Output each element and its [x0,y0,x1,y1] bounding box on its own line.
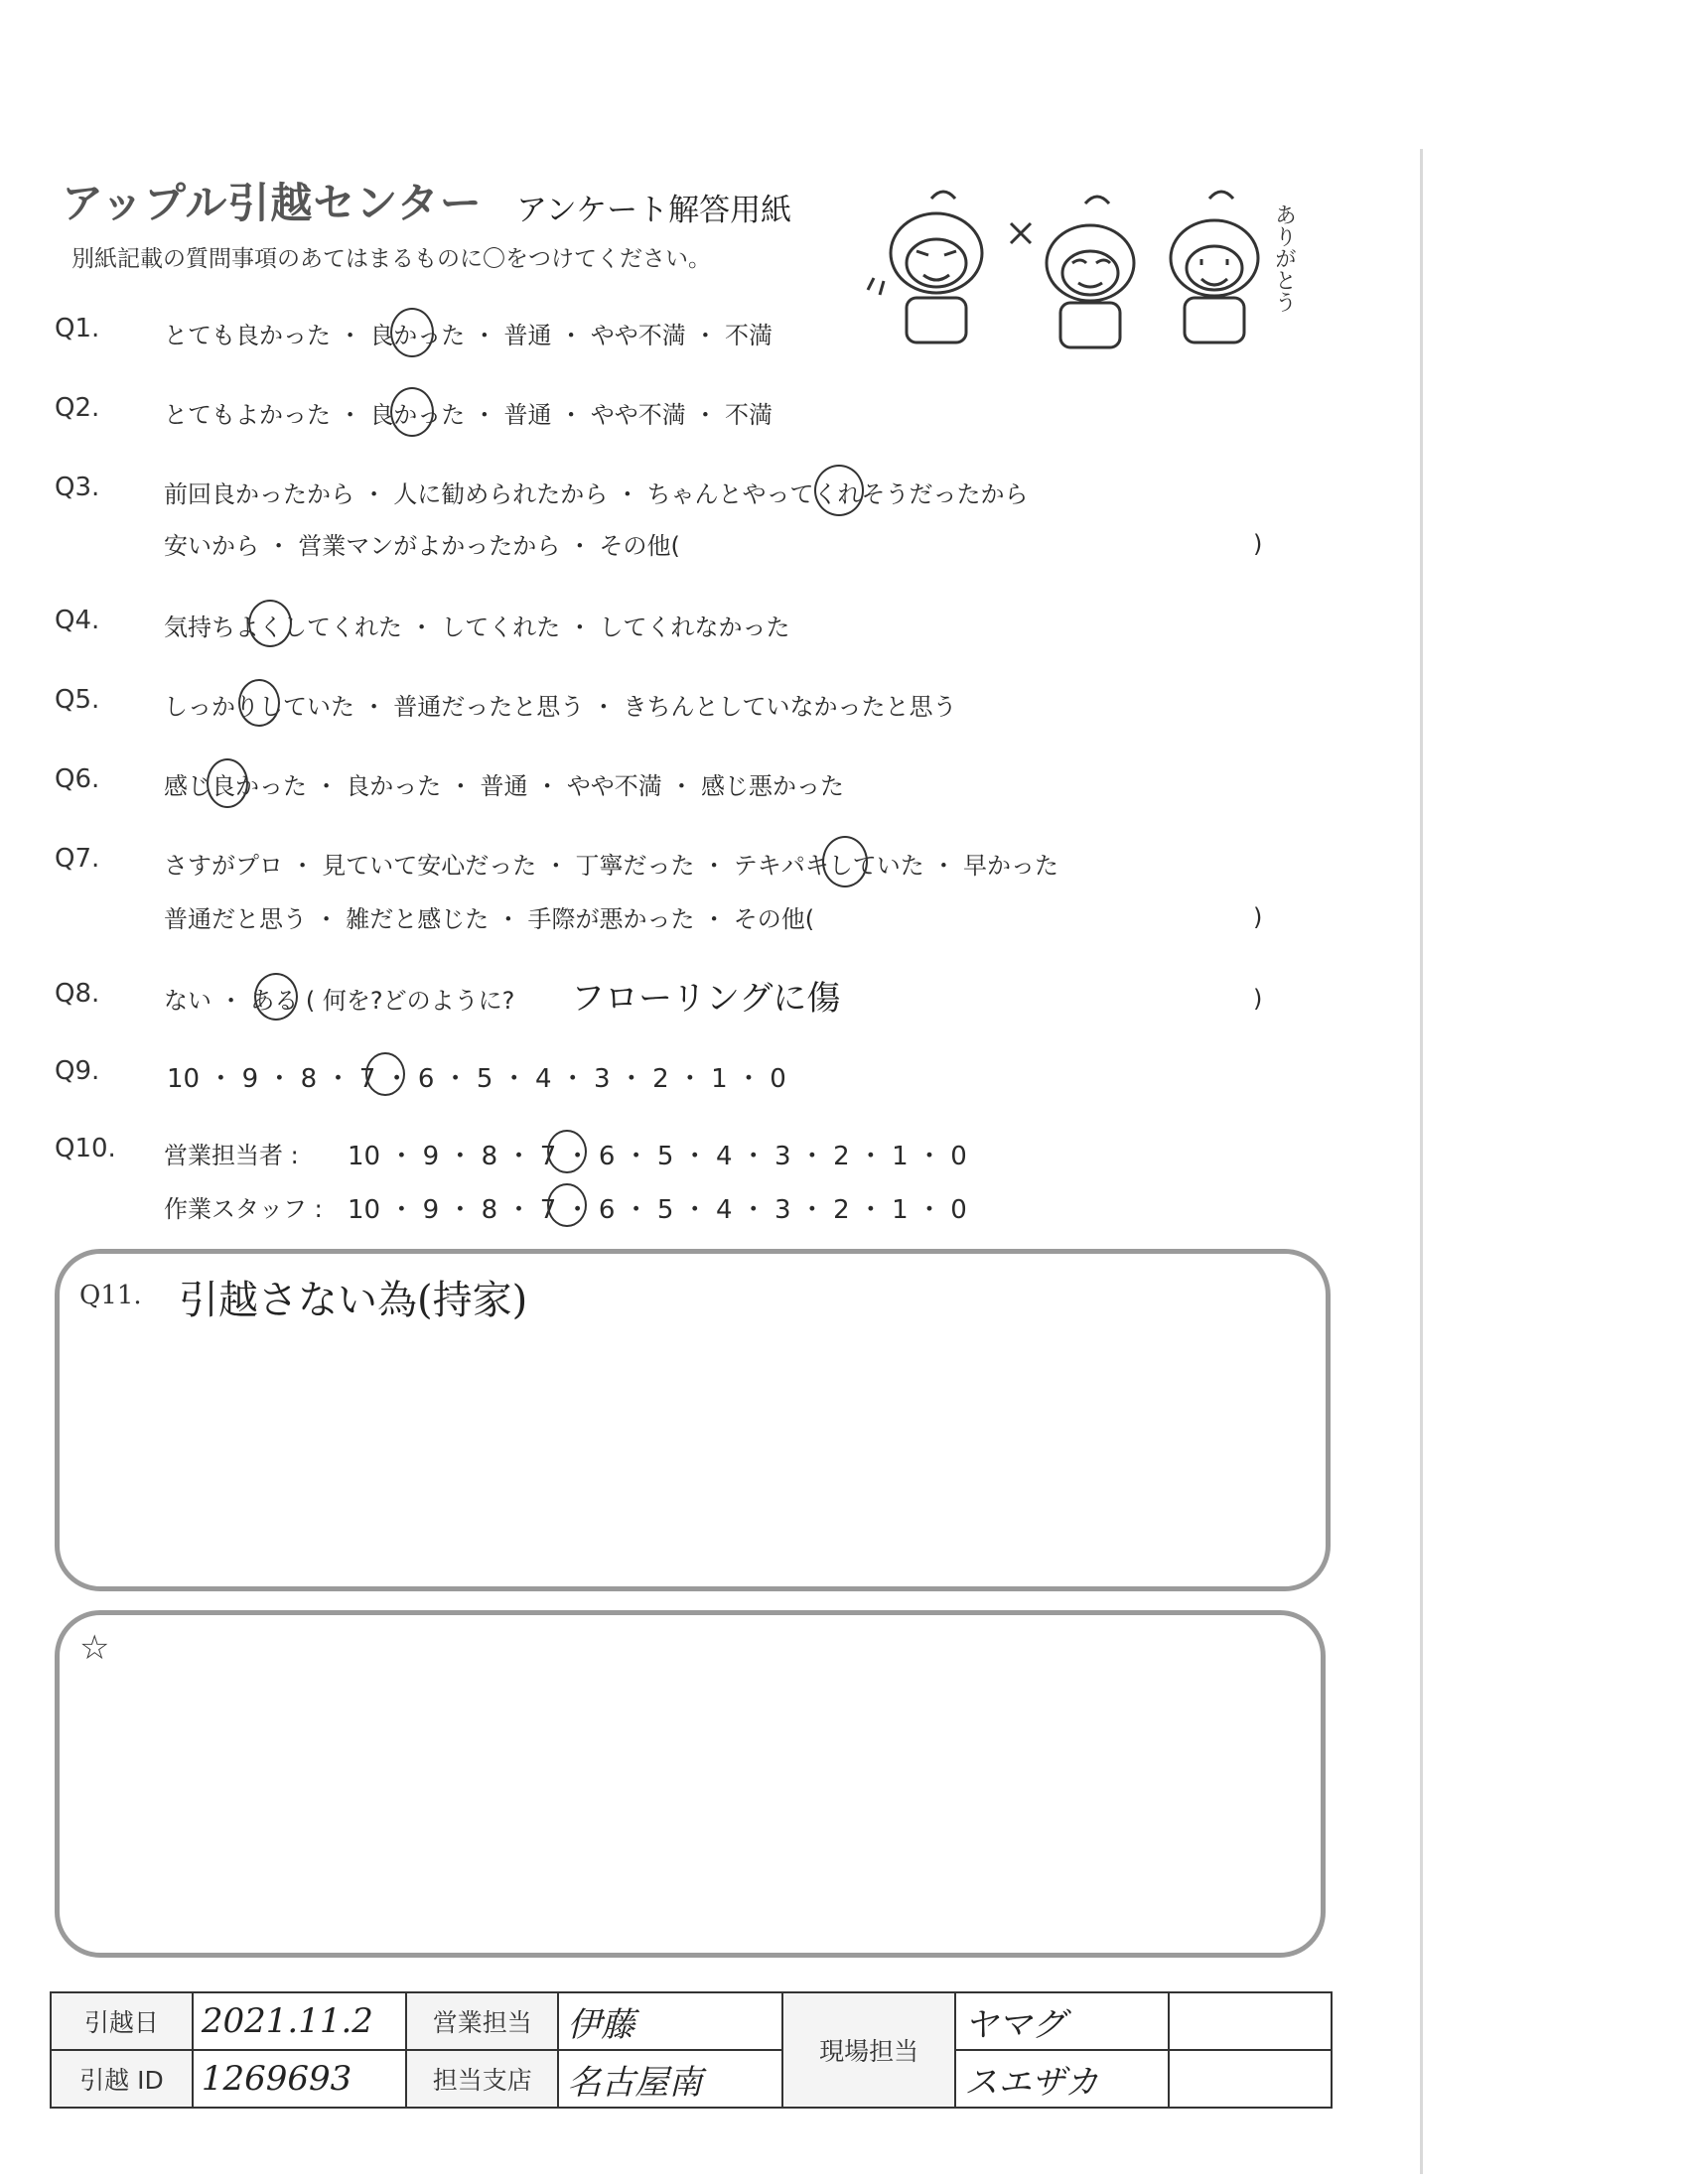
footer-info-table [50,1991,1333,2109]
q1-label: Q1. [55,314,100,343]
q5-label: Q5. [55,685,100,715]
q8-label: Q8. [55,979,100,1009]
q8-close-paren: ) [1253,985,1263,1013]
instruction-text: 別紙記載の質問事項のあてはまるものに〇をつけてください。 [71,246,711,272]
q4-answer-circle [248,600,292,647]
q7-label: Q7. [55,844,100,874]
mascot-illustration [862,184,1309,357]
q10-sales-label: 営業担当者 : [164,1142,299,1169]
q6-answer-circle [207,758,248,808]
q1-answer-circle [390,308,434,357]
empty-cell-2 [1169,2050,1332,2108]
q10-staff-scale[interactable]: 10 ・ 9 ・ 8 ・ 7 ・ 6 ・ 5 ・ 4 ・ 3 ・ 2 ・ 1 ・ 0 [348,1195,967,1225]
q4-options[interactable]: 気持ちよくしてくれた ・ してくれた ・ してくれなかった [164,614,790,641]
q10-staff-answer-circle [547,1183,587,1227]
q8-handwritten-answer: フローリングに傷 [571,979,841,1019]
monkey-2-icon [1011,197,1134,347]
q7-answer-circle [822,836,868,887]
q2-answer-circle [390,387,434,437]
monkey-1-icon [868,192,982,342]
q8-options[interactable]: ない ・ ある ( 何を?どのように? [164,987,515,1015]
q7-options-line2[interactable]: 普通だと思う ・ 雑だと感じた ・ 手際が悪かった ・ その他( [164,905,815,933]
empty-cell-1 [1169,1992,1332,2050]
q5-answer-circle [238,679,280,727]
q6-label: Q6. [55,764,100,794]
form-title: アンケート解答用紙 [516,193,792,228]
q8-answer-circle [254,973,298,1021]
move-date-label: 引越日 [51,1992,193,2050]
q2-options[interactable]: とてもよかった ・ 良かった ・ 普通 ・ やや不満 ・ 不満 [164,401,774,429]
q7-options-line1[interactable]: さすがプロ ・ 見ていて安心だった ・ 丁寧だった ・ テキパキしていた ・ 早かった [164,852,1059,880]
q9-scale[interactable]: 10 ・ 9 ・ 8 ・ 7 ・ 6 ・ 5 ・ 4 ・ 3 ・ 2 ・ 1 ・ 0 [167,1064,786,1094]
monkey-3-icon [1171,192,1258,342]
q7-close-paren: ) [1253,903,1263,931]
q3-options-line2[interactable]: 安いから ・ 営業マンがよかったから ・ その他( [164,532,680,560]
q11-handwritten-answer: 引越さない為(持家) [179,1278,528,1323]
site-rep-value-2: スエザカ [955,2050,1169,2108]
star-icon: ☆ [79,1628,110,1668]
star-comment-box[interactable] [55,1610,1326,1958]
branch-label: 担当支店 [406,2050,558,2108]
q3-answer-circle [814,465,864,516]
q5-options[interactable]: しっかりしていた ・ 普通だったと思う ・ きちんとしていなかったと思う [164,693,957,721]
site-rep-value-1: ヤマグ [955,1992,1169,2050]
q3-label: Q3. [55,473,100,502]
q9-label: Q9. [55,1056,100,1086]
sales-rep-label: 営業担当 [406,1992,558,2050]
site-rep-label: 現場担当 [782,1992,955,2108]
branch-value: 名古屋南 [558,2050,782,2108]
mascot-caption: ありがとう [1271,204,1297,313]
q3-options-line1[interactable]: 前回良かったから ・ 人に勧められたから ・ ちゃんとやってくれそうだったから [164,480,1029,508]
q4-label: Q4. [55,606,100,635]
q10-sales-answer-circle [547,1130,587,1173]
q2-label: Q2. [55,393,100,423]
move-id-label: 引越 ID [51,2050,193,2108]
q11-label: Q11. [79,1281,142,1310]
page-edge-shadow [1420,149,1423,2174]
q1-options[interactable]: とても良かった ・ 良かった ・ 普通 ・ やや不満 ・ 不満 [164,322,774,349]
brand-name: アップル引越センター [62,179,483,227]
q10-staff-label: 作業スタッフ : [164,1195,323,1223]
q10-sales-scale[interactable]: 10 ・ 9 ・ 8 ・ 7 ・ 6 ・ 5 ・ 4 ・ 3 ・ 2 ・ 1 ・ 0 [348,1142,967,1171]
move-date-value: 2021.11.2 [193,1992,406,2050]
q9-answer-circle [365,1052,405,1096]
q10-label: Q10. [55,1134,116,1163]
move-id-value: 1269693 [193,2050,406,2108]
q3-close-paren: ) [1253,530,1263,558]
q6-options[interactable]: 感じ良かった ・ 良かった ・ 普通 ・ やや不満 ・ 感じ悪かった [164,772,845,800]
sales-rep-value: 伊藤 [558,1992,782,2050]
